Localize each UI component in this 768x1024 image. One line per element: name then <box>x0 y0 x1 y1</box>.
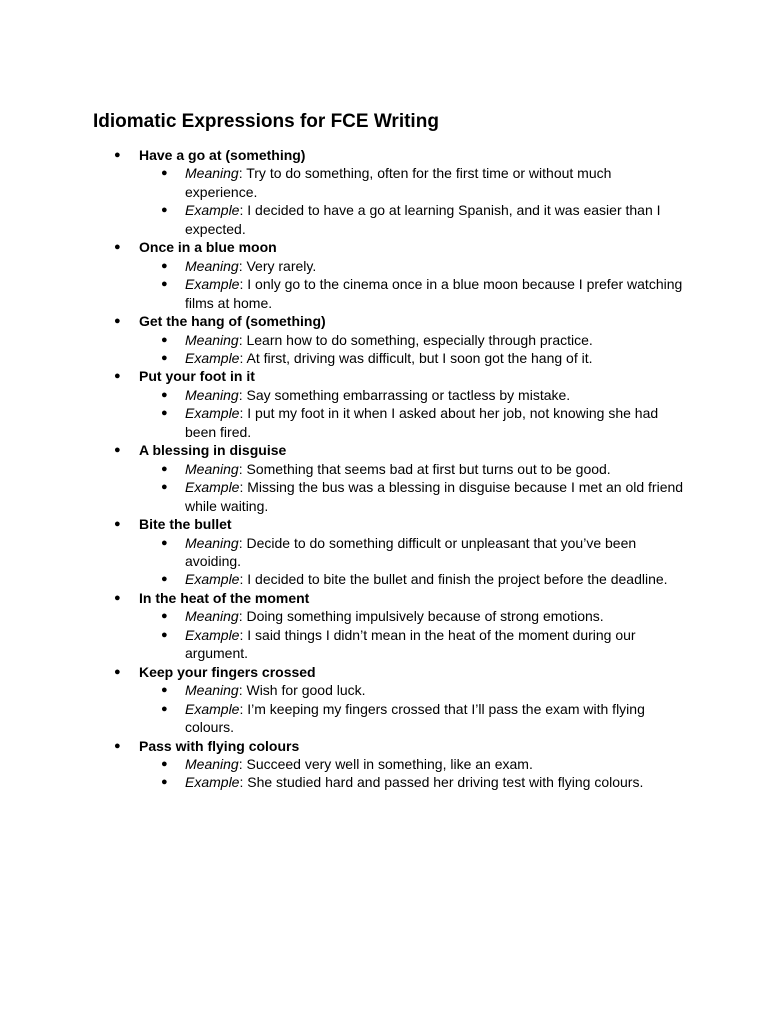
idiom-phrase: Once in a blue moon <box>139 239 277 256</box>
bullet-icon: ● <box>161 278 168 291</box>
example-text: : I put my foot in it when I asked about her job, not knowing she had been fired. <box>185 405 659 440</box>
bullet-icon: ● <box>114 739 121 752</box>
idiom-phrase: Put your foot in it <box>139 368 255 385</box>
idiom-item <box>0 663 768 737</box>
meaning-text: : Doing something impulsively because of strong emotions. <box>238 608 604 625</box>
meaning-item <box>0 534 685 571</box>
idiom-list <box>0 146 768 792</box>
bullet-icon: ● <box>114 370 121 383</box>
meaning-label: Meaning <box>185 257 239 274</box>
bullet-icon: ● <box>161 481 168 494</box>
bullet-icon: ● <box>114 444 121 457</box>
idiom-details <box>0 607 768 662</box>
idiom-phrase: In the heat of the moment <box>139 589 310 606</box>
idiom-phrase: Bite the bullet <box>139 516 232 533</box>
example-item <box>0 700 685 737</box>
meaning-label: Meaning <box>185 460 239 477</box>
idiom-details <box>0 164 768 238</box>
bullet-icon: ● <box>114 591 121 604</box>
example-item <box>0 349 685 367</box>
bullet-icon: ● <box>161 573 168 586</box>
meaning-text: : Wish for good luck. <box>238 682 366 699</box>
bullet-icon: ● <box>114 149 121 161</box>
idiom-details <box>0 534 768 589</box>
idiom-details <box>0 681 768 736</box>
meaning-label: Meaning <box>185 608 239 625</box>
example-item <box>0 478 685 515</box>
page-title: Idiomatic Expressions for FCE Writing <box>93 111 439 132</box>
meaning-label: Meaning <box>185 386 239 403</box>
example-label: Example <box>185 700 240 717</box>
bullet-icon: ● <box>161 757 168 770</box>
bullet-icon: ● <box>161 776 168 789</box>
bullet-icon: ● <box>114 665 121 678</box>
bullet-icon: ● <box>161 628 168 641</box>
bullet-icon: ● <box>161 167 168 180</box>
meaning-item <box>0 331 685 349</box>
example-label: Example <box>185 626 240 643</box>
idiom-item <box>0 441 768 515</box>
idiom-item <box>0 367 768 441</box>
meaning-label: Meaning <box>185 534 239 551</box>
meaning-text: : Decide to do something difficult or unpleasant that you’ve been avoiding. <box>185 534 637 569</box>
example-label: Example <box>185 774 240 791</box>
meaning-item <box>0 755 685 773</box>
example-label: Example <box>185 571 240 588</box>
example-item <box>0 404 685 441</box>
meaning-label: Meaning <box>185 755 239 772</box>
meaning-item <box>0 681 685 699</box>
idiom-details <box>0 331 768 368</box>
bullet-icon: ● <box>161 462 168 475</box>
bullet-icon: ● <box>161 684 168 697</box>
idiom-phrase: A blessing in disguise <box>139 442 287 459</box>
meaning-label: Meaning <box>185 682 239 699</box>
meaning-text: : Say something embarrassing or tactless by mistake. <box>238 386 571 403</box>
bullet-icon: ● <box>161 610 168 623</box>
meaning-label: Meaning <box>185 165 239 182</box>
bullet-icon: ● <box>161 259 168 272</box>
idiom-item <box>0 515 768 589</box>
example-item <box>0 773 685 791</box>
idiom-phrase: Keep your fingers crossed <box>139 663 316 680</box>
idiom-item <box>0 146 768 238</box>
meaning-text: : Very rarely. <box>238 257 317 274</box>
meaning-text: : Try to do something, often for the first time or without much experience. <box>185 165 612 200</box>
idiom-details <box>0 257 768 312</box>
example-label: Example <box>185 276 240 293</box>
bullet-icon: ● <box>161 407 168 420</box>
meaning-item <box>0 386 685 404</box>
meaning-label: Meaning <box>185 331 239 348</box>
meaning-text: : Succeed very well in something, like an exam. <box>238 755 533 772</box>
example-item <box>0 626 685 663</box>
bullet-icon: ● <box>161 536 168 549</box>
example-text: : She studied hard and passed her driving test with flying colours. <box>239 774 644 791</box>
example-item <box>0 275 685 312</box>
idiom-details <box>0 386 768 441</box>
example-text: : I decided to have a go at learning Spanish, and it was easier than I expected. <box>185 202 661 237</box>
idiom-phrase: Pass with flying colours <box>139 737 300 754</box>
idiom-phrase: Have a go at (something) <box>139 147 306 163</box>
bullet-icon: ● <box>114 518 121 531</box>
meaning-item <box>0 164 685 201</box>
example-label: Example <box>185 405 240 422</box>
example-item <box>0 570 685 588</box>
idiom-phrase: Get the hang of (something) <box>139 313 326 330</box>
bullet-icon: ● <box>161 351 168 364</box>
bullet-icon: ● <box>114 241 121 254</box>
meaning-item <box>0 460 685 478</box>
bullet-icon: ● <box>161 702 168 715</box>
bullet-icon: ● <box>161 204 168 217</box>
idiom-details <box>0 755 768 792</box>
example-text: : I’m keeping my fingers crossed that I’ll pass the exam with flying colours. <box>185 700 645 736</box>
meaning-text: : Something that seems bad at first but turns out to be good. <box>238 460 611 477</box>
idiom-details <box>0 460 768 515</box>
idiom-item <box>0 312 768 367</box>
bullet-icon: ● <box>161 333 168 346</box>
example-text: : I only go to the cinema once in a blue moon because I prefer watching films at home. <box>185 276 683 311</box>
idiom-item <box>0 589 768 663</box>
example-text: : I decided to bite the bullet and finish the project before the deadline. <box>239 571 668 588</box>
example-text: : I said things I didn’t mean in the heat of the moment during our argument. <box>185 626 636 662</box>
example-text: : Missing the bus was a blessing in disguise because I met an old friend while waiting. <box>185 479 684 514</box>
bullet-icon: ● <box>114 315 121 328</box>
example-label: Example <box>185 202 240 219</box>
example-item <box>0 201 685 238</box>
example-label: Example <box>185 479 240 496</box>
idiom-item <box>0 238 768 312</box>
meaning-item <box>0 257 685 275</box>
meaning-item <box>0 607 685 625</box>
example-label: Example <box>185 349 240 366</box>
idiom-item <box>0 737 768 792</box>
bullet-icon: ● <box>161 388 168 401</box>
meaning-text: : Learn how to do something, especially through practice. <box>238 331 593 348</box>
example-text: : At first, driving was difficult, but I soon got the hang of it. <box>239 349 593 366</box>
